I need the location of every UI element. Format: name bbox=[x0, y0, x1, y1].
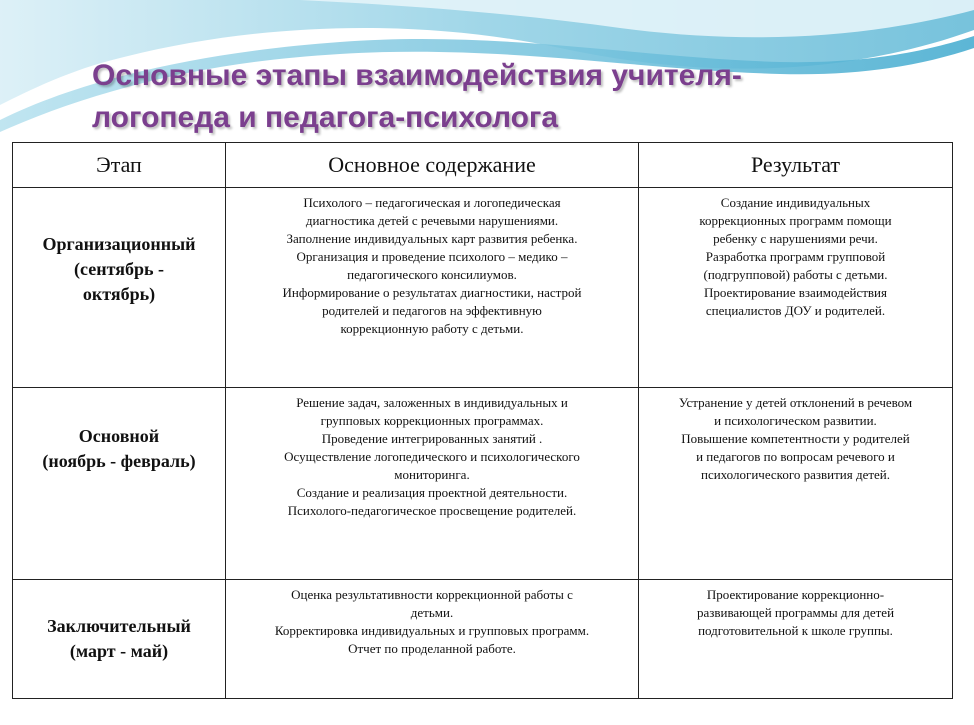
header-content: Основное содержание bbox=[226, 143, 639, 188]
stage-cell bbox=[13, 580, 226, 699]
content-line: Заполнение индивидуальных карт развития ребенка. bbox=[286, 231, 578, 246]
content-line: Оценка результативности коррекционной работы с bbox=[291, 587, 573, 602]
result-cell bbox=[639, 188, 953, 388]
table-row bbox=[13, 188, 953, 388]
stage-period-line: (сентябрь - bbox=[74, 259, 164, 279]
result-line: Разработка программ групповой bbox=[705, 249, 886, 264]
content-line: коррекционную работу с детьми. bbox=[340, 321, 524, 336]
result-line: и педагогов по вопросам речевого и bbox=[696, 449, 895, 464]
stage-cell bbox=[13, 388, 226, 580]
content-line: Осуществление логопедического и психологического bbox=[284, 449, 580, 464]
result-line: Устранение у детей отклонений в речевом bbox=[678, 395, 913, 410]
content-cell bbox=[226, 580, 639, 699]
content-line: Отчет по проделанной работе. bbox=[348, 641, 516, 656]
slide-title bbox=[92, 55, 952, 139]
content-line: Корректировка индивидуальных и групповых программ. bbox=[274, 623, 590, 638]
table-header-row bbox=[13, 143, 953, 188]
content-line: родителей и педагогов на эффективную bbox=[322, 303, 542, 318]
content-line: диагностика детей с речевыми нарушениями. bbox=[305, 213, 559, 228]
result-line: (подгрупповой) работы с детьми. bbox=[703, 267, 888, 282]
stages-table bbox=[12, 142, 953, 699]
result-line: подготовительной к школе группы. bbox=[698, 623, 893, 638]
header-stage: Этап bbox=[13, 143, 226, 188]
content-line: педагогического консилиумов. bbox=[347, 267, 517, 282]
stage-name: Организационный bbox=[42, 234, 196, 254]
result-line: коррекционных программ помощи bbox=[699, 213, 892, 228]
result-line: Создание индивидуальных bbox=[720, 195, 871, 210]
content-line: мониторинга. bbox=[394, 467, 470, 482]
content-line: Информирование о результатах диагностики, настрой bbox=[282, 285, 582, 300]
result-cell bbox=[639, 580, 953, 699]
result-cell bbox=[639, 388, 953, 580]
stage-period-line: (март - май) bbox=[69, 641, 169, 661]
content-line: Организация и проведение психолого – медико – bbox=[296, 249, 568, 264]
content-cell bbox=[226, 388, 639, 580]
result-line: ребенку с нарушениями речи. bbox=[713, 231, 878, 246]
result-line: психологического развития детей. bbox=[700, 467, 891, 482]
slide-title-line-1: Основные этапы взаимодействия учителя- bbox=[92, 59, 742, 92]
stage-name: Заключительный bbox=[47, 616, 191, 636]
content-line: детьми. bbox=[410, 605, 454, 620]
stage-period-line: октябрь) bbox=[82, 284, 156, 304]
result-line: развивающей программы для детей bbox=[696, 605, 895, 620]
content-line: Решение задач, заложенных в индивидуальных и bbox=[296, 395, 568, 410]
header-result: Результат bbox=[639, 143, 953, 188]
table-row bbox=[13, 580, 953, 699]
stage-name: Основной bbox=[78, 425, 160, 446]
content-line: Проведение интегрированных занятий . bbox=[321, 431, 543, 446]
content-line: Создание и реализация проектной деятельности. bbox=[296, 485, 568, 500]
slide-title-line-2: логопеда и педагога-психолога bbox=[92, 101, 559, 134]
result-line: Повышение компетентности у родителей bbox=[681, 431, 910, 446]
result-line: Проектирование коррекционно- bbox=[706, 587, 885, 602]
result-line: специалистов ДОУ и родителей. bbox=[705, 303, 886, 318]
stage-cell bbox=[13, 188, 226, 388]
content-line: Психолого-педагогическое просвещение родителей. bbox=[287, 503, 577, 518]
content-cell bbox=[226, 188, 639, 388]
table-row bbox=[13, 388, 953, 580]
content-line: Психолого – педагогическая и логопедическая bbox=[303, 195, 561, 210]
result-line: Проектирование взаимодействия bbox=[704, 285, 887, 300]
result-line: и психологическом развитии. bbox=[714, 413, 877, 428]
stage-period-line: (ноябрь - февраль) bbox=[42, 450, 196, 471]
content-line: групповых коррекционных программах. bbox=[320, 413, 544, 428]
